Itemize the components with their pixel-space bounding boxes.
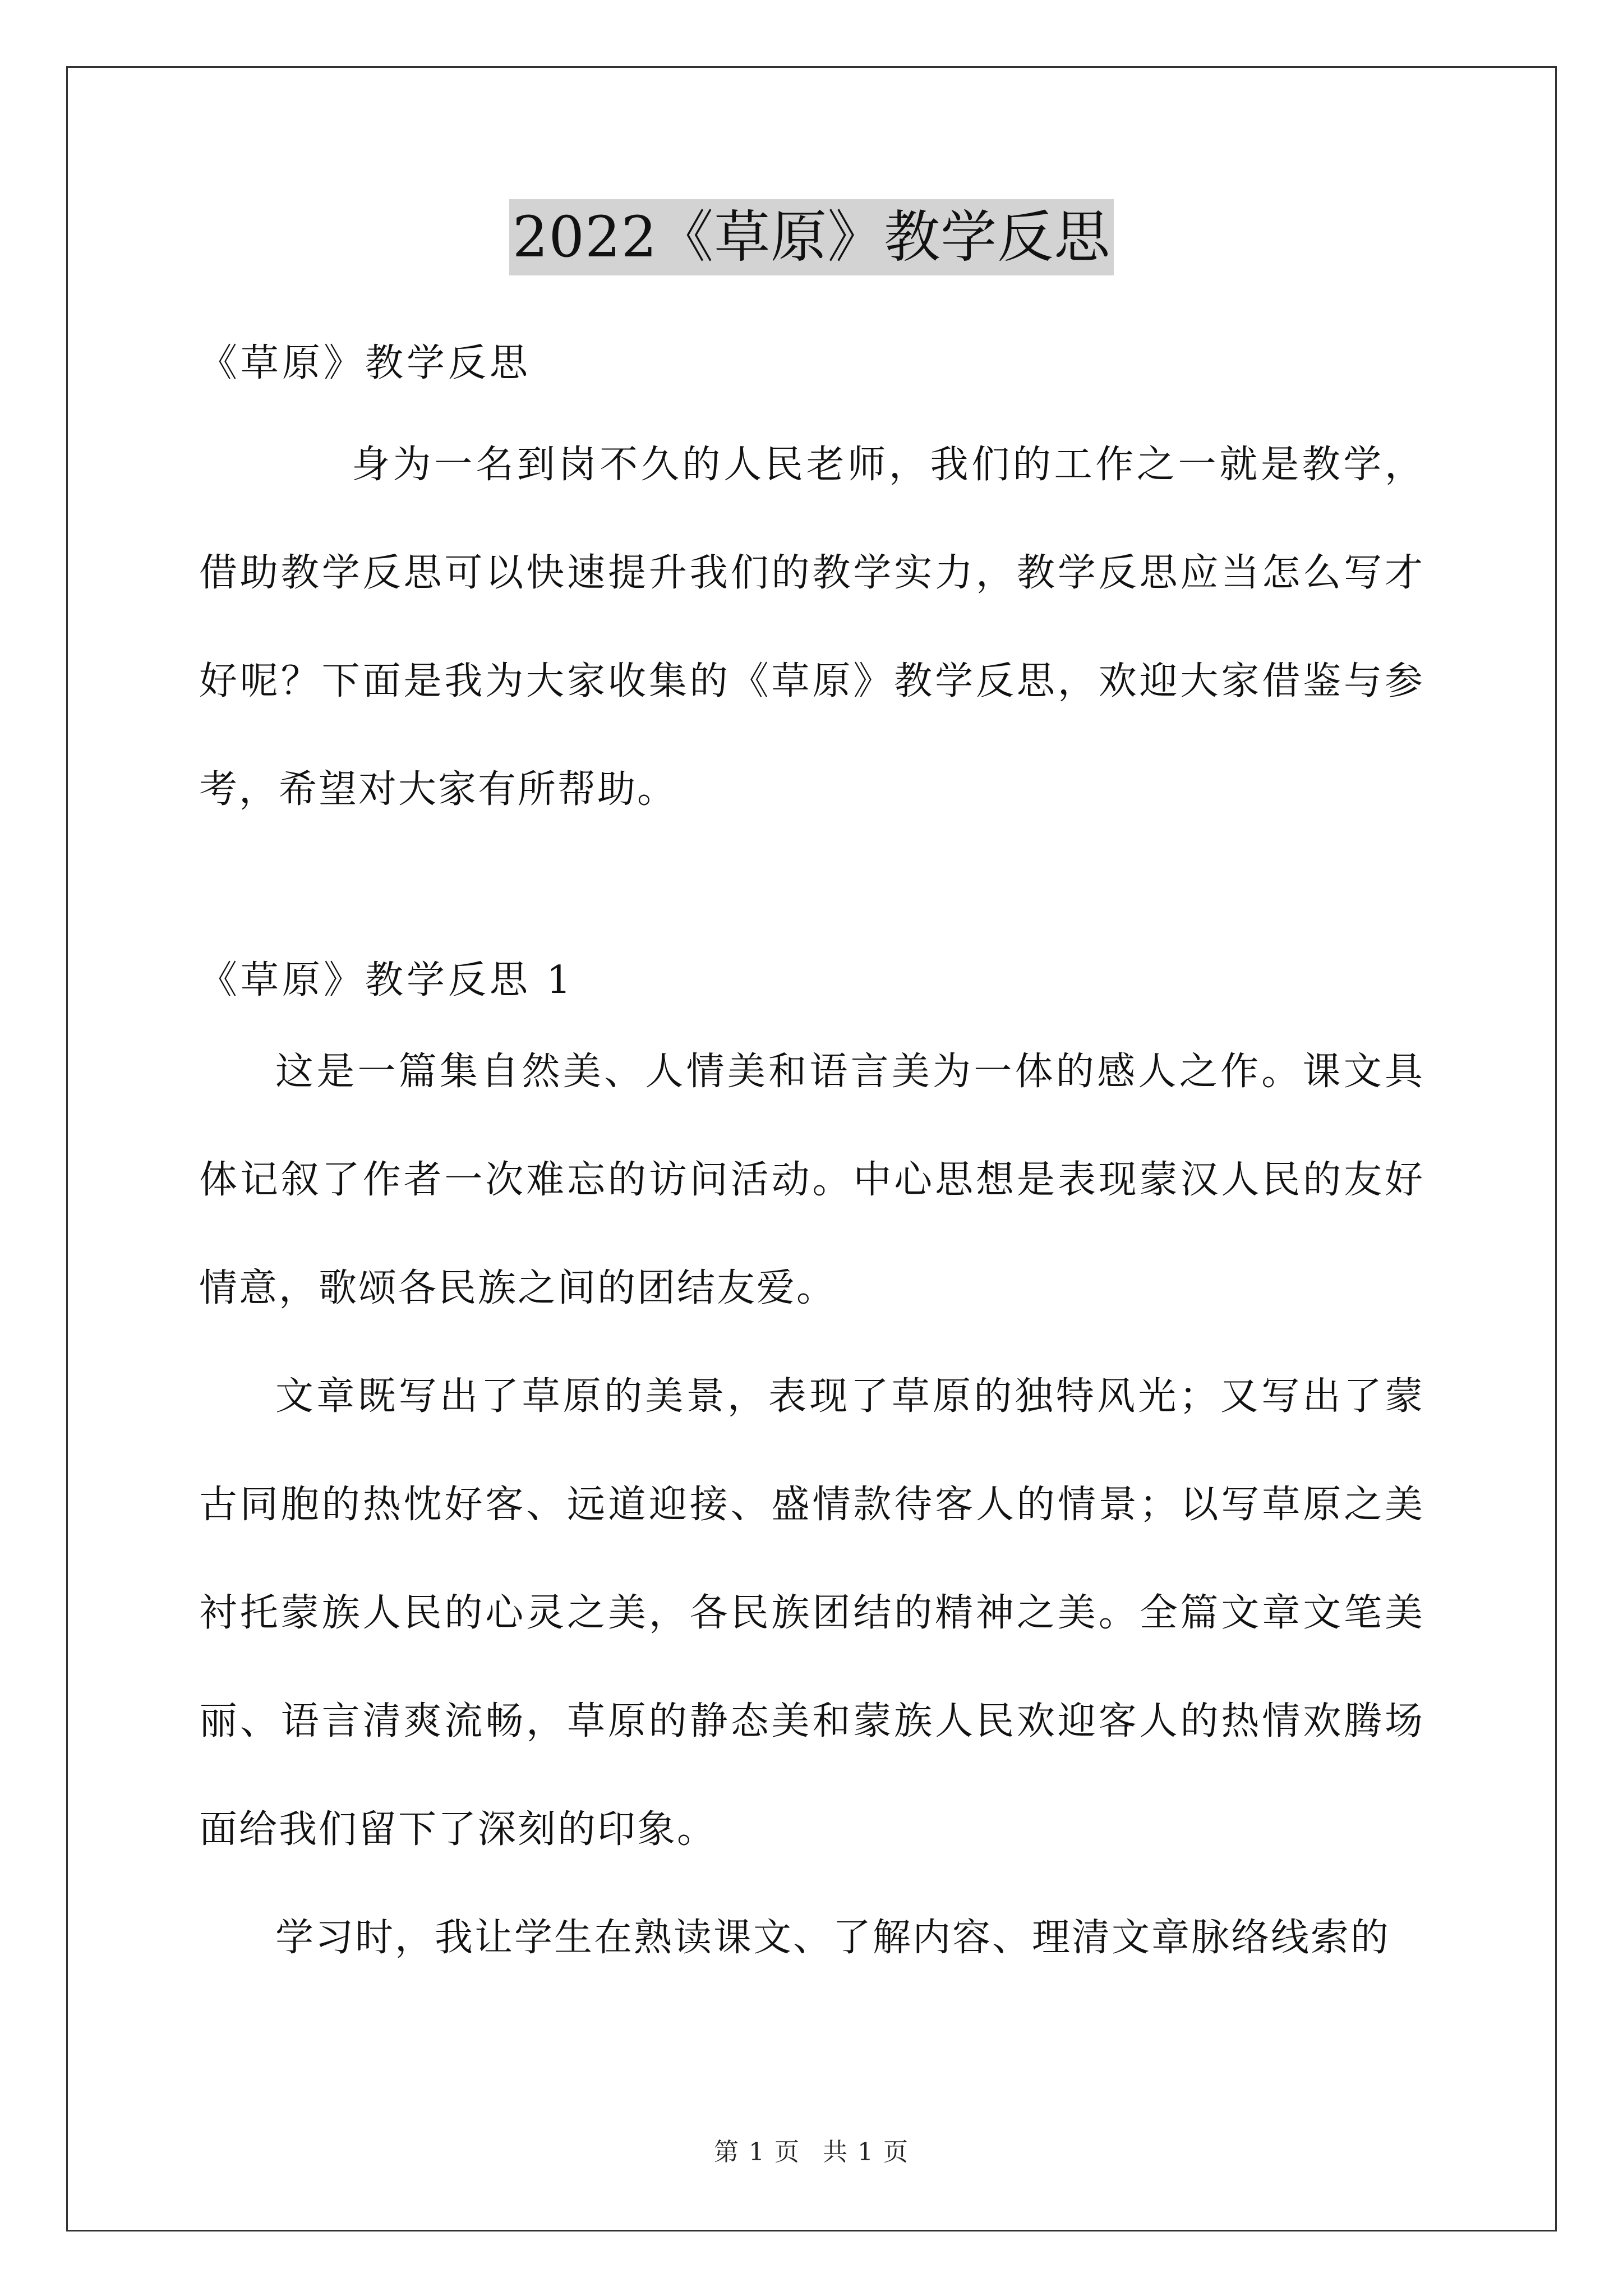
page-footer bbox=[0, 2132, 1623, 2168]
document-body bbox=[199, 337, 1424, 1992]
section1-paragraph: 文章既写出了草原的美景，表现了草原的独特风光；又写出了蒙古同胞的热忱好客、远道迎接、盛情款待客人的情景；以写草原之美衬托蒙族人民的心灵之美，各民族团结的精神之美。全篇文章文笔美丽、语言清爽流畅，草原的静态美和蒙族人民欢迎客人的热情欢腾场面给我们留下了深刻的印象。 bbox=[199, 1374, 1424, 1852]
section1-heading: 《草原》教学反思 1 bbox=[199, 958, 574, 1002]
title-wrap bbox=[0, 199, 1623, 275]
intro-paragraph: 身为一名到岗不久的人民老师，我们的工作之一就是教学，借助教学反思可以快速提升我们的教学实力，教学反思应当怎么写才好呢？下面是我为大家收集的《草原》教学反思，欢迎大家借鉴与参考，希望对大家有所帮助。 bbox=[199, 443, 1424, 812]
total-pages-label: 共 1 页 bbox=[823, 2138, 909, 2166]
section1-paragraph: 这是一篇集自然美、人情美和语言美为一体的感人之作。课文具体记叙了作者一次难忘的访问活动。中心思想是表现蒙汉人民的友好情意，歌颂各民族之间的团结友爱。 bbox=[199, 1050, 1424, 1310]
intro-heading: 《草原》教学反思 bbox=[199, 341, 532, 385]
current-page-label: 第 1 页 bbox=[714, 2138, 800, 2166]
section1-paragraph: 学习时，我让学生在熟读课文、了解内容、理清文章脉络线索的 bbox=[275, 1916, 1391, 1960]
document-title: 2022《草原》教学反思 bbox=[509, 199, 1114, 275]
